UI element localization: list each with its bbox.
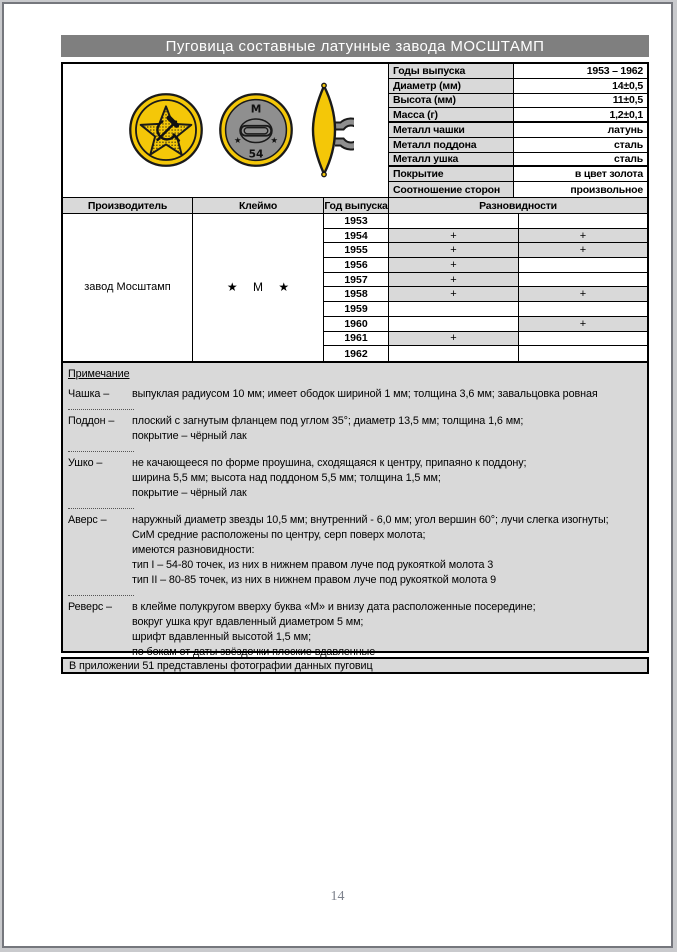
stamp-cell: ★ М ★ (193, 214, 324, 361)
variety-cell: + (519, 243, 647, 258)
spec-value: 1953 – 1962 (514, 64, 647, 79)
year-cell: 1958 (324, 287, 389, 302)
note-line: по бокам от даты звёздочки плоские вдавленные (132, 646, 376, 658)
variety-cell: + (519, 287, 647, 302)
year-cell: 1959 (324, 302, 389, 317)
note-entry-obverse (68, 513, 641, 588)
note-line: не качающееся по форме проушина, сходящаяся к центру, припаяно к поддону; (132, 457, 527, 469)
variety-cell: + (519, 229, 647, 244)
manufacturer-cell: завод Мосштамп (63, 214, 193, 361)
note-line: ширина 5,5 мм; высота над поддоном 5,5 мм; толщина 1,5 мм; (132, 472, 441, 484)
variety-cell: + (389, 273, 519, 288)
variety-cell (519, 332, 647, 347)
note-term: Поддон – (68, 415, 115, 427)
year-cell: 1953 (324, 214, 389, 229)
variety-cell (519, 273, 647, 288)
variety-cell (519, 258, 647, 273)
year-cell: 1955 (324, 243, 389, 258)
reverse-star-right-icon: ★ (269, 135, 278, 146)
note-line: тип I – 54-80 точек, из них в нижнем правом луче под рукояткой молота 3 (132, 559, 494, 571)
note-line: шрифт вдавленный высотой 1,5 мм; (132, 631, 312, 643)
years-table-header (63, 197, 647, 214)
variety-cell: + (389, 258, 519, 273)
dotted-divider (68, 409, 134, 410)
spec-label: Масса (г) (389, 108, 514, 123)
spec-label: Высота (мм) (389, 94, 514, 109)
variety-cell (389, 214, 519, 229)
title-bar (61, 35, 649, 57)
year-cell: 1956 (324, 258, 389, 273)
note-line: плоский с загнутым фланцем под углом 35°; диаметр 13,5 мм; толщина 1,6 мм; (132, 415, 524, 427)
page-number: 14 (330, 889, 345, 904)
notes-heading: Примечание (68, 368, 130, 380)
variety-cell: + (519, 317, 647, 332)
note-line: покрытие – чёрный лак (132, 430, 247, 442)
spec-value: 14±0,5 (514, 79, 647, 94)
spec-value: 1,2±0,1 (514, 108, 647, 123)
variety-cell (519, 214, 647, 229)
variety-cell (519, 302, 647, 317)
note-term: Аверс – (68, 514, 107, 526)
note-entry-shank (68, 456, 641, 501)
content-area (61, 35, 649, 674)
spec-value: 11±0,5 (514, 94, 647, 109)
year-cell: 1962 (324, 346, 389, 361)
note-line: имеются разновидности: (132, 544, 255, 556)
note-line: выпуклая радиусом 10 мм; имеет ободок шириной 1 мм; толщина 3,6 мм; завальцовка ровная (132, 388, 598, 400)
header-stamp: Клеймо (193, 198, 324, 213)
variety-cell (389, 317, 519, 332)
reverse-year-mark: 54 (248, 147, 263, 161)
note-description (132, 387, 641, 402)
button-profile (313, 86, 335, 174)
button-images-cell (63, 64, 389, 197)
spec-label: Диаметр (мм) (389, 79, 514, 94)
year-cell: 1960 (324, 317, 389, 332)
note-description (132, 513, 641, 588)
header-year: Год выпуска (324, 199, 388, 212)
button-obverse-image (128, 92, 204, 168)
spec-label: Металл ушка (389, 153, 514, 168)
spec-value: латунь (514, 123, 647, 138)
spec-label: Металл поддона (389, 138, 514, 153)
reverse-star-left-icon: ★ (233, 135, 242, 146)
note-line: наружный диаметр звезды 10,5 мм; внутренний - 6,0 мм; угол вершин 60°; лучи слегка изогнуты; (132, 514, 609, 526)
variety-cell (519, 346, 647, 361)
note-term: Реверс – (68, 601, 112, 613)
spec-value: в цвет золота (514, 167, 647, 182)
notes-section (63, 361, 647, 658)
reverse-letter-mark: М (250, 103, 261, 117)
dotted-divider (68, 451, 134, 452)
year-cell: 1954 (324, 229, 389, 244)
variety-cell: + (389, 243, 519, 258)
note-line: в клейме полукругом вверху буква «М» и внизу дата расположенные посередине; (132, 601, 536, 613)
variety-cell: + (389, 229, 519, 244)
button-side-image (308, 80, 354, 180)
appendix-note-text: В приложении 51 представлены фотографии данных пуговиц (69, 659, 373, 672)
spec-value: сталь (514, 138, 647, 153)
top-section (63, 64, 647, 197)
spec-label: Соотношение сторон (389, 182, 514, 197)
year-cell: 1957 (324, 273, 389, 288)
page-title: Пуговица составные латунные завода МОСШТАМП (165, 37, 545, 55)
note-term: Ушко – (68, 457, 103, 469)
note-term: Чашка – (68, 388, 110, 400)
variety-cell (389, 346, 519, 361)
note-line: тип II – 80-85 точек, из них в нижнем правом луче под рукояткой молота 9 (132, 574, 497, 586)
document-page (2, 2, 673, 948)
dotted-divider (68, 508, 134, 509)
years-table-body (63, 214, 647, 361)
main-table (61, 62, 649, 658)
spec-value: произвольное (570, 183, 643, 196)
note-line: СиМ средние расположены по центру, серп поверх молота; (132, 529, 426, 541)
variety-cell: + (389, 287, 519, 302)
note-entry-pan (68, 414, 641, 444)
note-line: покрытие – чёрный лак (132, 487, 247, 499)
note-entry-reverse (68, 600, 641, 660)
variety-cell (389, 302, 519, 317)
variety-cell: + (389, 332, 519, 347)
header-manufacturer: Производитель (63, 198, 193, 213)
note-entry-cup (68, 387, 641, 402)
spec-value: сталь (514, 153, 647, 168)
note-description (132, 600, 641, 660)
spec-label: Покрытие (389, 167, 514, 182)
note-line: вокруг ушка круг вдавленный диаметром 5 мм; (132, 616, 364, 628)
spec-label: Металл чашки (389, 123, 514, 138)
dotted-divider (68, 595, 134, 596)
spec-label: Годы выпуска (389, 64, 514, 79)
year-cell: 1961 (324, 332, 389, 347)
header-varieties: Разновидности (389, 198, 647, 213)
button-reverse-image (218, 92, 294, 168)
note-description (132, 456, 641, 501)
note-description (132, 414, 641, 444)
